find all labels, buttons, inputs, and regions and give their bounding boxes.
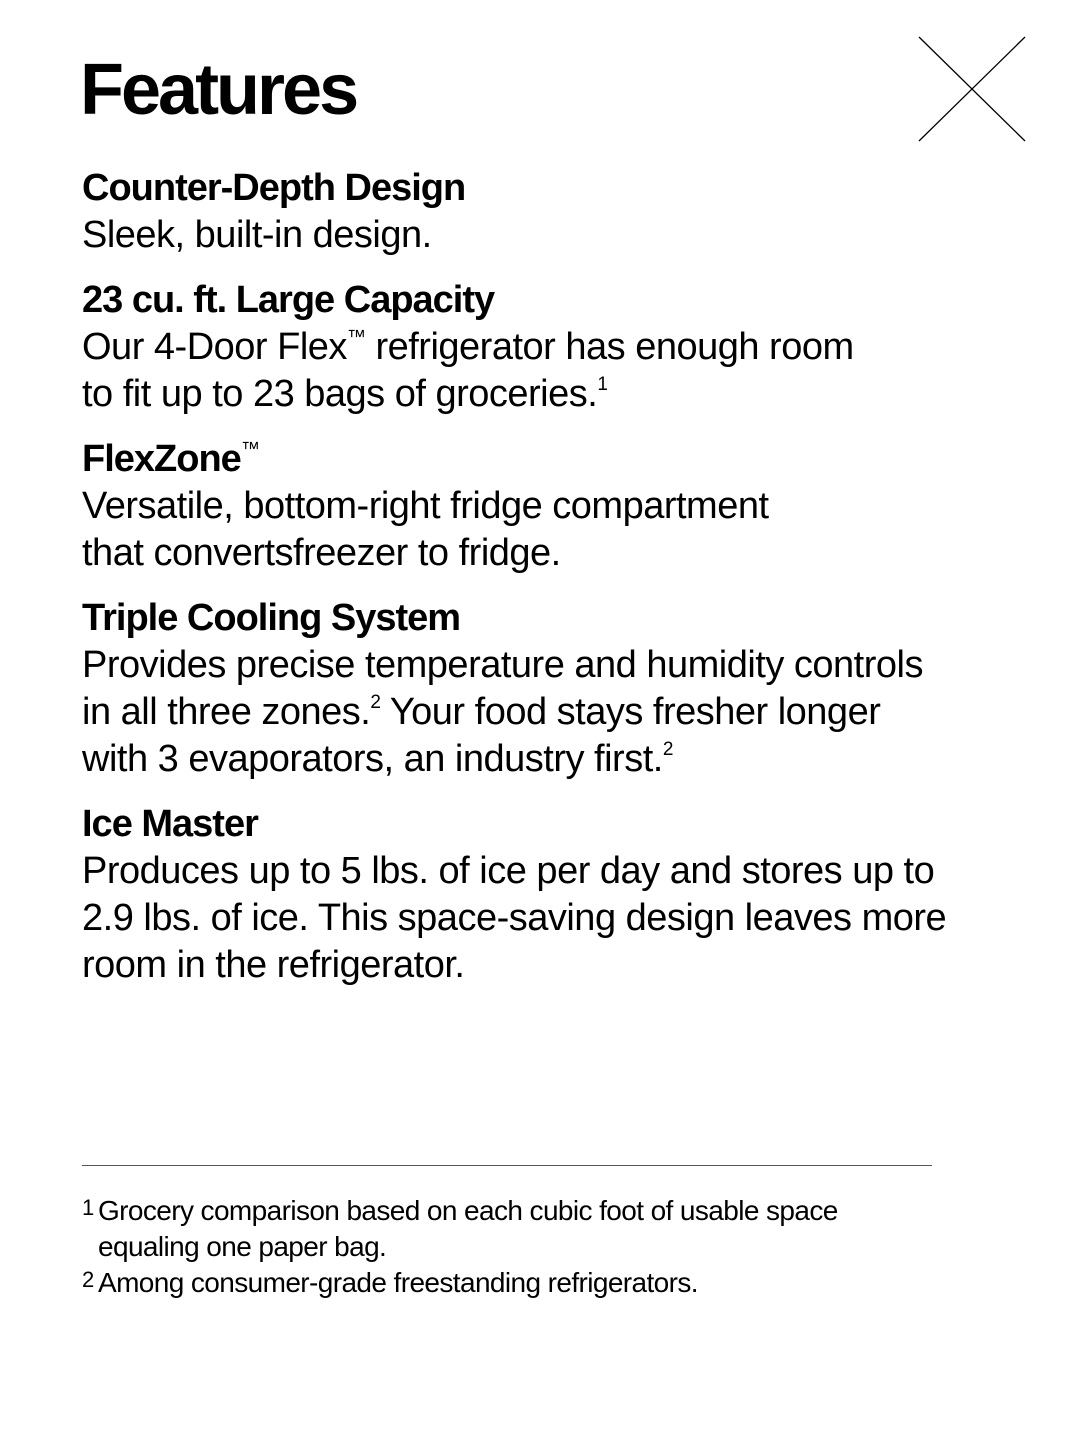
footnote-item: [82, 1193, 982, 1265]
feature-description: Our 4-Door Flex™ refrigerator has enough room to fit up to 23 bags of groceries.$^1$: [82, 326, 854, 415]
feature-heading: Ice Master: [82, 803, 258, 845]
footnote-list: [82, 1193, 982, 1301]
feature-large-capacity: [82, 276, 1002, 418]
feature-counter-depth: [82, 164, 1002, 259]
feature-triple-cooling: [82, 594, 1002, 783]
feature-heading: 23 cu. ft. Large Capacity: [82, 279, 495, 321]
feature-description: Versatile, bottom-right fridge compartment that convertsfreezer to fridge.: [82, 485, 769, 574]
footnote-text: Grocery comparison based on each cubic foot of usable space equaling one paper bag.: [98, 1195, 838, 1262]
footnote-ref: 1: [597, 374, 608, 396]
page-title: Features: [80, 50, 357, 130]
feature-heading: Counter-Depth Design: [82, 167, 466, 209]
feature-flexzone: [82, 435, 1002, 577]
footnote-divider: [82, 1165, 932, 1166]
feature-list: [82, 164, 1002, 1006]
footnote-ref: 2: [662, 739, 673, 761]
footnote-marker: 1: [82, 1195, 94, 1220]
feature-description: Sleek, built-in design.: [82, 214, 432, 256]
close-button[interactable]: [918, 36, 1026, 142]
footnote-item: [82, 1265, 982, 1301]
trademark-mark: ™: [240, 439, 259, 461]
trademark-mark: ™: [346, 327, 366, 349]
footnote-marker: 2: [82, 1267, 94, 1292]
feature-ice-master: [82, 800, 1002, 989]
footnote-text: Among consumer-grade freestanding refrigerators.: [98, 1267, 698, 1298]
feature-heading: FlexZone™: [82, 438, 259, 480]
feature-description: Produces up to 5 lbs. of ice per day and stores up to 2.9 lbs. of ice. This space-saving design leaves more room in the refrigerator.: [82, 850, 947, 986]
close-icon: [918, 36, 1026, 142]
feature-heading: Triple Cooling System: [82, 597, 461, 639]
feature-description: Provides precise temperature and humidity controls in all three zones.$^2$ Your food stays fresher longer with 3 evaporators, an industry first.$^2$: [82, 644, 923, 780]
footnote-ref: 2: [370, 692, 381, 714]
